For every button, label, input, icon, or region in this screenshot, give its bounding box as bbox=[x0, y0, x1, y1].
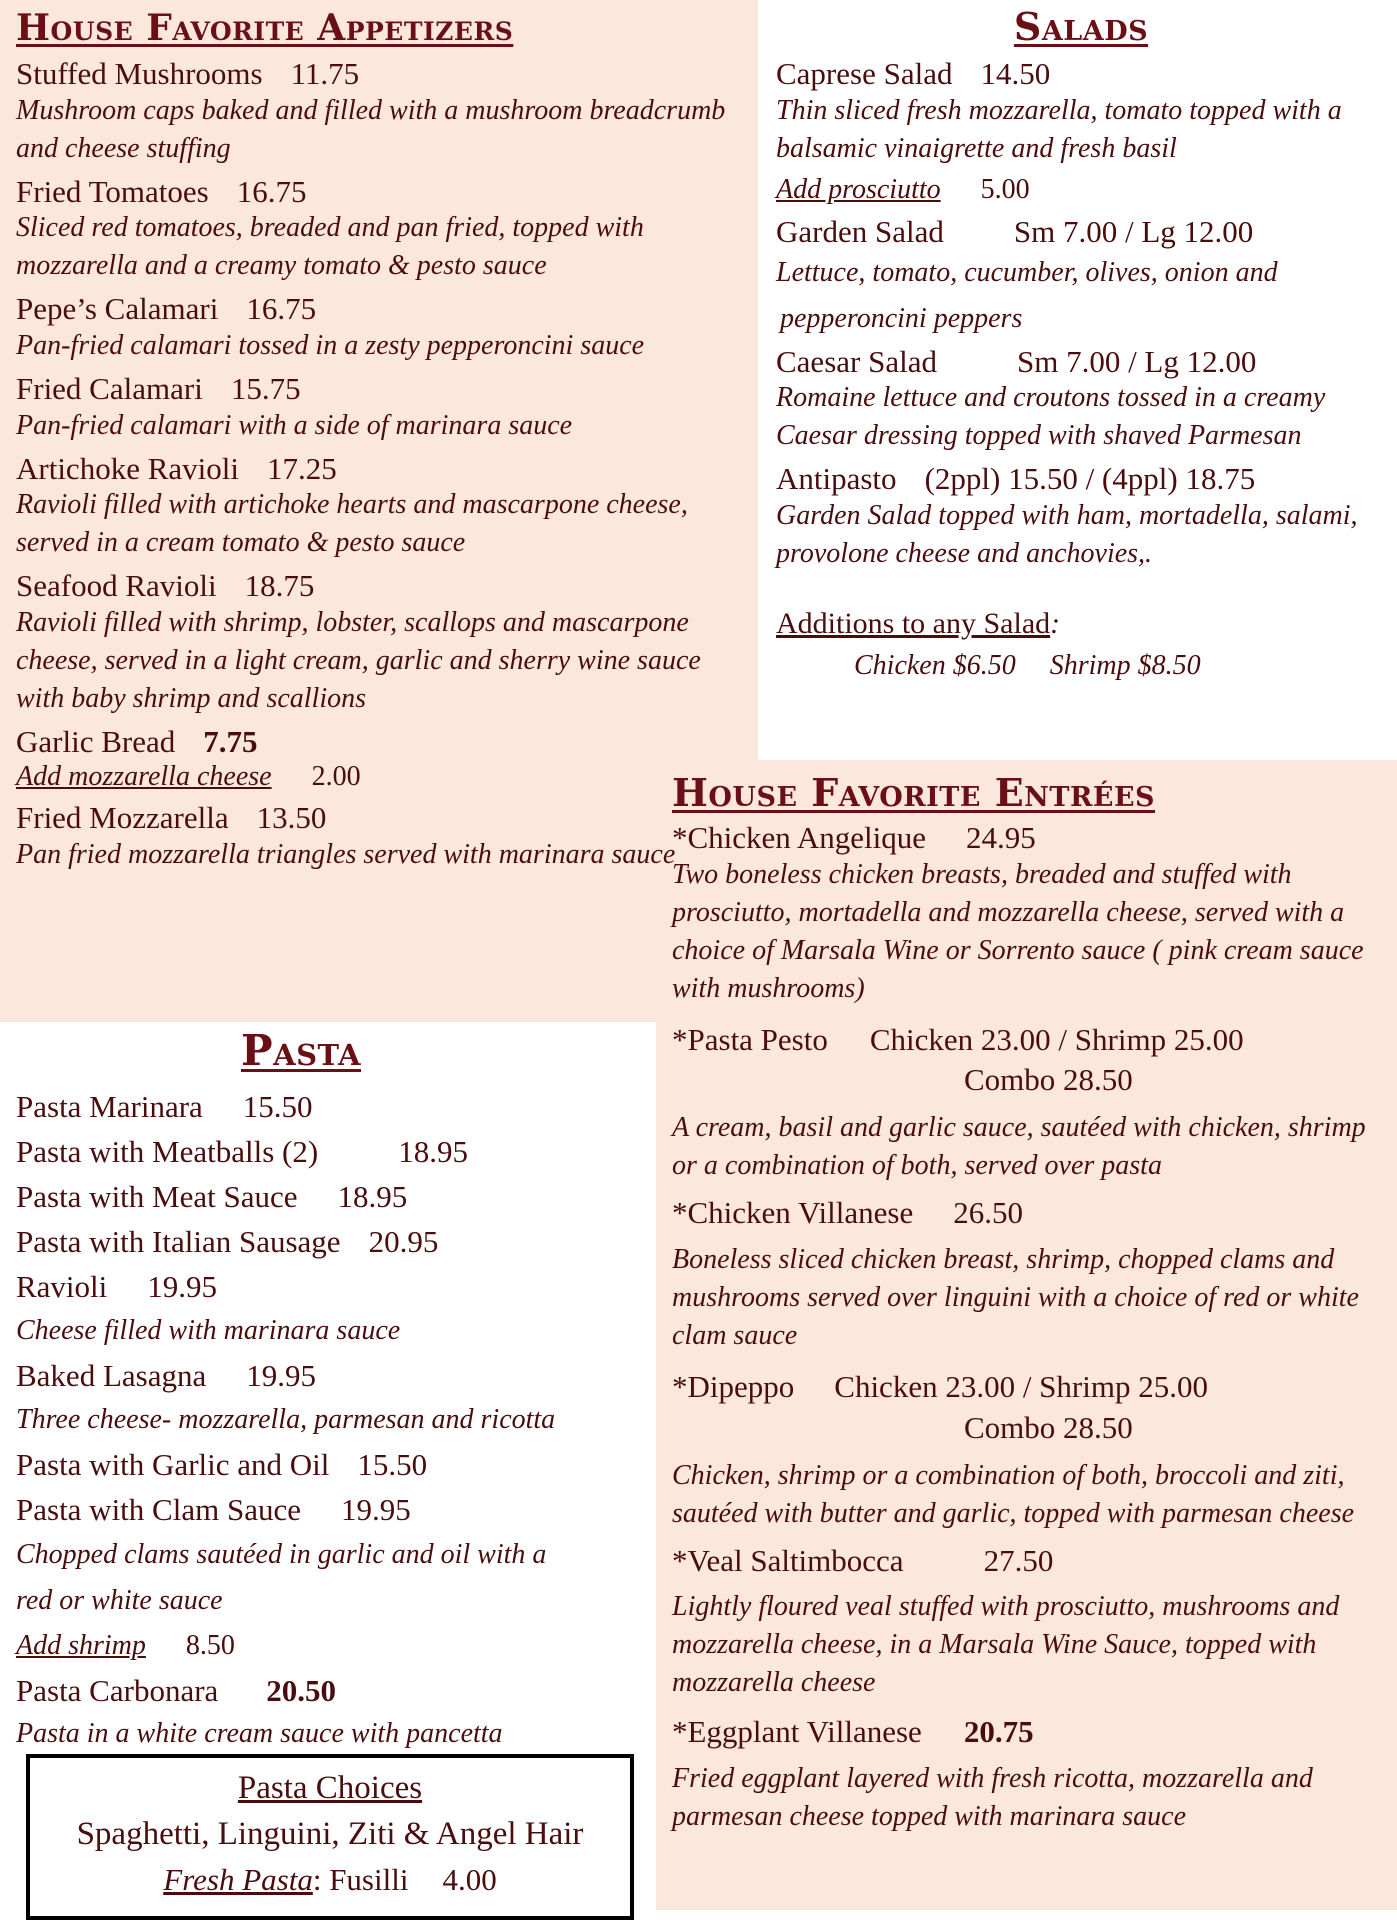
entrees-section bbox=[672, 770, 1387, 1836]
item-price: 19.95 bbox=[246, 1358, 316, 1393]
item-description: A cream, basil and garlic sauce, sautéed with chicken, shrimp or a combination of both, served over pasta bbox=[672, 1112, 1366, 1182]
item-description: Cheese filled with marinara sauce bbox=[16, 1315, 401, 1346]
item-price: (2ppl) 15.50 / (4ppl) 18.75 bbox=[924, 461, 1256, 497]
additions-label: Additions to any Salad bbox=[776, 606, 1051, 640]
fresh-pasta-line bbox=[30, 1858, 630, 1902]
item-price: Sm 7.00 / Lg 12.00 bbox=[1013, 214, 1254, 250]
item-description: Mushroom caps baked and filled with a mushroom breadcrumb and cheese stuffing bbox=[16, 94, 726, 164]
menu-item bbox=[672, 1195, 1387, 1231]
item-price: 16.75 bbox=[236, 173, 307, 209]
item-price: 19.95 bbox=[340, 1492, 411, 1527]
menu-item bbox=[16, 1129, 646, 1174]
item-description: Thin sliced fresh mozzarella, tomato topped with a balsamic vinaigrette and fresh basil bbox=[776, 94, 1342, 164]
item-description: Garden Salad topped with ham, mortadella, salami, provolone cheese and anchovies,. bbox=[776, 499, 1358, 569]
add-on bbox=[776, 172, 1386, 208]
add-on bbox=[16, 1624, 646, 1668]
item-description: Pan-fried calamari with a side of marinara sauce bbox=[16, 409, 573, 441]
item-description: Lightly floured veal stuffed with prosciutto, mushrooms and mozzarella cheese, in a Marsala Wine Sauce, topped with mozzarella cheese bbox=[672, 1591, 1340, 1699]
menu-item bbox=[16, 1442, 646, 1487]
menu-item bbox=[16, 1353, 646, 1398]
item-price: 20.95 bbox=[368, 1224, 439, 1259]
menu-item bbox=[672, 1543, 1387, 1579]
item-name: Pasta with Meat Sauce bbox=[16, 1179, 298, 1214]
item-price: 18.95 bbox=[337, 1179, 408, 1214]
item-price: 27.50 bbox=[983, 1542, 1054, 1578]
item-name: Stuffed Mushrooms bbox=[16, 56, 263, 91]
item-name: *Chicken Villanese bbox=[672, 1195, 914, 1231]
pasta-section bbox=[16, 1026, 646, 1755]
item-description: Pan-fried calamari tossed in a zesty pepperoncini sauce bbox=[16, 329, 645, 361]
item-combo-price: Combo 28.50 bbox=[964, 1062, 1133, 1098]
item-description: Pan fried mozzarella triangles served with marinara sauce bbox=[16, 838, 676, 870]
item-description: red or white sauce bbox=[16, 1585, 223, 1616]
item-description: Chicken, shrimp or a combination of both, broccoli and ziti, sautéed with butter and garlic, topped with parmesan cheese bbox=[672, 1459, 1355, 1529]
salads-title: Salads bbox=[1013, 4, 1149, 49]
menu-item bbox=[16, 1084, 646, 1129]
item-description: Chopped clams sautéed in garlic and oil with a bbox=[16, 1539, 547, 1570]
item-name: *Eggplant Villanese bbox=[672, 1714, 922, 1750]
item-price: 7.75 bbox=[203, 723, 258, 759]
fresh-pasta-price: 4.00 bbox=[442, 1862, 497, 1897]
item-price: 11.75 bbox=[290, 56, 360, 91]
fresh-pasta-type: : Fusilli bbox=[312, 1862, 409, 1897]
additions-chicken: Chicken $6.50 bbox=[854, 650, 1016, 682]
item-name: *Dipeppo bbox=[672, 1368, 795, 1404]
menu-item bbox=[16, 1264, 646, 1309]
item-price: 13.50 bbox=[256, 799, 327, 835]
item-price: 18.95 bbox=[398, 1134, 468, 1169]
item-description: Two boneless chicken breasts, breaded and stuffed with prosciutto, mortadella and mozzarella cheese, served with a choice of Marsala Wine or Sorrento sauce ( pink cream sauce with mushrooms) bbox=[672, 858, 1364, 1004]
item-description: Boneless sliced chicken breast, shrimp, chopped clams and mushrooms served over linguini with a choice of red or white clam sauce bbox=[672, 1243, 1359, 1351]
item-name: Pasta with Italian Sausage bbox=[16, 1224, 341, 1259]
additions-shrimp: Shrimp $8.50 bbox=[1049, 650, 1201, 682]
add-on-label: Add mozzarella cheese bbox=[16, 761, 272, 793]
menu-item bbox=[16, 724, 746, 760]
menu-item bbox=[16, 1219, 646, 1264]
item-name: Pasta Carbonara bbox=[16, 1673, 219, 1708]
add-on-price: 8.50 bbox=[185, 1630, 235, 1661]
menu-item bbox=[16, 371, 746, 407]
item-description: Romaine lettuce and croutons tossed in a creamy Caesar dressing topped with shaved Parmesan bbox=[776, 382, 1326, 452]
item-name: Ravioli bbox=[16, 1269, 108, 1304]
add-on-label: Add shrimp bbox=[16, 1630, 146, 1661]
menu-item bbox=[776, 214, 1386, 250]
item-name: Caprese Salad bbox=[776, 56, 953, 91]
menu-item bbox=[16, 174, 746, 210]
entrees-title: House Favorite Entrées bbox=[672, 770, 1156, 815]
pasta-choices-line: Spaghetti, Linguini, Ziti & Angel Hair bbox=[76, 1816, 584, 1852]
menu-item bbox=[672, 1022, 1387, 1058]
item-price: Chicken 23.00 / Shrimp 25.00 bbox=[869, 1021, 1244, 1057]
pasta-title: Pasta bbox=[240, 1026, 362, 1075]
item-description: Fried eggplant layered with fresh ricotta, mozzarella and parmesan cheese topped with marinara sauce bbox=[672, 1762, 1313, 1832]
item-price: 14.50 bbox=[980, 56, 1051, 91]
item-description: Lettuce, tomato, cucumber, olives, onion and bbox=[776, 256, 1278, 288]
item-price: 20.75 bbox=[963, 1714, 1034, 1750]
additions-colon: : bbox=[1050, 606, 1061, 640]
appetizers-title: House Favorite Appetizers bbox=[16, 7, 514, 49]
item-price: 17.25 bbox=[266, 450, 337, 486]
item-name: *Veal Saltimbocca bbox=[672, 1542, 904, 1578]
item-name: Garden Salad bbox=[776, 214, 944, 250]
item-name: Fried Tomatoes bbox=[16, 173, 209, 209]
add-on bbox=[16, 759, 746, 795]
item-name: *Pasta Pesto bbox=[672, 1021, 828, 1057]
salads-section bbox=[776, 4, 1386, 685]
item-price: 15.75 bbox=[230, 370, 301, 406]
pasta-choices-title: Pasta Choices bbox=[237, 1770, 423, 1806]
item-name: *Chicken Angelique bbox=[672, 820, 926, 855]
add-on-price: 2.00 bbox=[311, 761, 361, 793]
item-description: pepperoncini peppers bbox=[780, 302, 1023, 334]
item-description: Three cheese- mozzarella, parmesan and ricotta bbox=[16, 1404, 556, 1435]
menu-item bbox=[776, 461, 1386, 497]
item-name: Artichoke Ravioli bbox=[16, 450, 239, 486]
item-description: Pasta in a white cream sauce with pancetta bbox=[16, 1718, 503, 1749]
item-price: Chicken 23.00 / Shrimp 25.00 bbox=[834, 1368, 1208, 1404]
item-name: Pasta with Meatballs (2) bbox=[16, 1134, 319, 1169]
item-price: 24.95 bbox=[965, 820, 1036, 855]
item-price: 26.50 bbox=[953, 1195, 1023, 1231]
item-description: Ravioli filled with artichoke hearts and mascarpone cheese, served in a cream tomato & pesto sauce bbox=[16, 489, 688, 559]
item-name: Pasta Marinara bbox=[16, 1089, 203, 1124]
menu-item bbox=[16, 1174, 646, 1219]
menu-item bbox=[672, 1714, 1387, 1750]
item-name: Fried Mozzarella bbox=[16, 799, 229, 835]
item-price: 15.50 bbox=[357, 1447, 428, 1482]
item-description: Sliced red tomatoes, breaded and pan fried, topped with mozzarella and a creamy tomato & pesto sauce bbox=[16, 212, 644, 282]
appetizers-section bbox=[16, 7, 746, 874]
add-on-price: 5.00 bbox=[980, 173, 1030, 205]
item-combo-price: Combo 28.50 bbox=[964, 1409, 1133, 1445]
item-name: Garlic Bread bbox=[16, 723, 176, 759]
item-price: 16.75 bbox=[246, 291, 317, 327]
menu-item bbox=[16, 1487, 646, 1532]
additions-options bbox=[776, 647, 1386, 685]
item-description: Ravioli filled with shrimp, lobster, scallops and mascarpone cheese, served in a light cream, garlic and sherry wine sauce with baby shrimp and scallions bbox=[16, 606, 701, 714]
add-on-label: Add prosciutto bbox=[776, 173, 941, 205]
item-name: Seafood Ravioli bbox=[16, 568, 217, 604]
item-price: 18.75 bbox=[244, 568, 315, 604]
menu-item bbox=[16, 291, 746, 327]
item-name: Antipasto bbox=[776, 461, 897, 497]
menu-item bbox=[16, 568, 746, 604]
item-price: 19.95 bbox=[147, 1269, 218, 1304]
item-price: 15.50 bbox=[242, 1089, 313, 1124]
additions-heading bbox=[776, 607, 1386, 642]
menu-item bbox=[672, 1369, 1387, 1405]
menu-item bbox=[776, 56, 1386, 92]
fresh-pasta-label: Fresh Pasta bbox=[163, 1862, 313, 1897]
menu-item bbox=[672, 820, 1387, 856]
item-price: Sm 7.00 / Lg 12.00 bbox=[1016, 343, 1257, 379]
menu-item bbox=[16, 1668, 646, 1713]
item-name: Fried Calamari bbox=[16, 370, 203, 406]
menu-item bbox=[776, 344, 1386, 380]
pasta-choices-box bbox=[26, 1754, 634, 1920]
menu-item bbox=[16, 451, 746, 487]
menu-item bbox=[16, 800, 746, 836]
item-name: Caesar Salad bbox=[776, 343, 937, 379]
item-price: 20.50 bbox=[266, 1673, 337, 1708]
menu-item bbox=[16, 56, 746, 92]
item-name: Pasta with Garlic and Oil bbox=[16, 1447, 330, 1482]
item-name: Baked Lasagna bbox=[16, 1358, 207, 1393]
item-name: Pepe’s Calamari bbox=[16, 291, 219, 327]
item-name: Pasta with Clam Sauce bbox=[16, 1492, 301, 1527]
